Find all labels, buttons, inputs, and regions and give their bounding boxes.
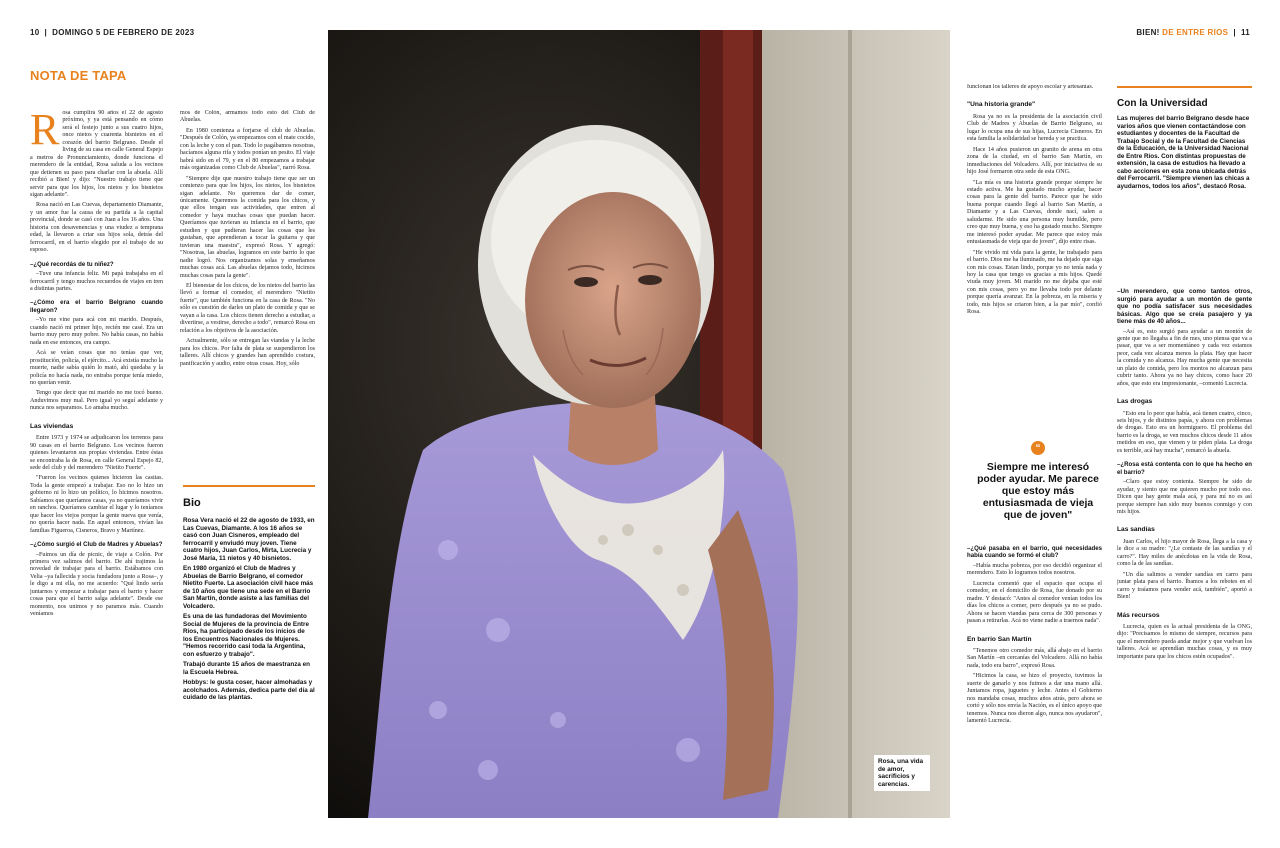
paragraph: El bienestar de los chicos, de los nietos del barrio las llevó a formar el comedor, el merendero "Nietito fuerte", que también funciona en la casa de Rosa. "No sólo es cuestión de darles un plato de comida y que se vayan a la casa. Los chicos tienen derecho a estudiar, a divertirse, a vestirse, derecho a todo", remarcó Rosa en relación a los objetivos de la asociación. [180, 282, 315, 334]
paragraph: Rosa nació en Las Cuevas, departamento Diamante, y un amor fue la causa de su partida a la capital provincial, donde se casó con Juan a los 16 años. Una historia con desavenencias y una viudez a temprana edad, la llevaron a criar sus hijos sola, detrás del ferrocarril, en el barrio elegido por el trabajo de su esposo. [30, 202, 163, 254]
page-number-left: 10 [30, 28, 40, 37]
question: –¿Qué recordás de tu niñez? [30, 260, 114, 268]
paragraph: "Un día salimos a vender sandías en carro para juntar plata para el barrio. Íbamos a los rebotes en el carro y traíamos para vender acá, también", aportó a Bien! [1117, 571, 1252, 601]
article-column-3 [967, 84, 1102, 426]
paragraph: Acá se veían cosas que no tenías que ver, prostitución, policía, el ejército... Acá existía mucho la muerte, nadie sabía quién lo mató, ahí quedaba y la policía no hacía nada, no entraba porque tenía miedo, no querían venir. [30, 350, 163, 386]
bio-paragraph: Es una de las fundadoras del Movimiento Social de Mujeres de la provincia de Entre Ríos, ha participado desde los inicios de los Encuentros Nacionales de Mujeres. "Hemos recorrido casi toda la Argentina, con esfuerzo y trabajo". [183, 613, 309, 658]
paragraph: Entre 1973 y 1974 se adjudicaron los terrenos para 90 casas en el barrio Belgrano. Los vecinos fueron quienes levantaron sus propias viviendas. Entre éstas se encontraba la de Rosa, en calle General Espejo 82, sede del club y del merendero "Nietito Fuerte". [30, 435, 163, 472]
quote-icon: “ [1031, 441, 1045, 455]
left-folio: 10 | DOMINGO 5 DE FEBRERO DE 2023 [30, 28, 195, 37]
subheading: Las sandías [1117, 526, 1155, 534]
bio-paragraph: En 1980 organizó el Club de Madres y Abuelas de Barrio Belgrano, el comedor Nietito Fuerte. La asociación civil hace más de 10 años que tiene una sede en el Barrio San Martín, donde asiste a las familias del Volcadero. [183, 565, 314, 610]
page-number-right: 11 [1240, 28, 1250, 37]
question: –¿Rosa está contenta con lo que ha hecho en el barrio? [1117, 461, 1252, 476]
subheading: Las viviendas [30, 422, 74, 430]
paragraph: "Tenemos otro comedor más, allá abajo en el barrio San Martín –en cercanías del Volcadero. Allá no había nada, todo era barro", expresó Rosa. [967, 647, 1102, 669]
article-column-1 [30, 110, 163, 810]
sidebar-text: Las mujeres del barrio Belgrano desde hace varios años que vienen contactándose con estudiantes y docentes de la Facultad de Trabajo Social y de la Facultad de Ciencias de la Educación, de la Universidad Nacional de Entre Ríos. Con distintas propuestas de extensión, la casa de estudios ha llevado a cabo acciones en esta zona ubicada detrás del Ferrocarril. "Siempre vienen las chicas a ayudarnos, todos los años", destacó Rosa. [1117, 115, 1250, 190]
right-folio: BIEN! DE ENTRE RIOS | 11 [1136, 28, 1250, 37]
subheading: Más recursos [1117, 611, 1160, 619]
subheading: En barrio San Martín [967, 635, 1032, 643]
answer: –Había mucha pobreza, por eso decidió organizar el merendero. Esto lo logramos todos nosotros. [967, 562, 1102, 577]
sidebar-title: Con la Universidad [1117, 98, 1208, 109]
bio-paragraph: Trabajó durante 15 años de maestranza en la Escuela Hebrea. [183, 661, 311, 676]
question: –¿Qué pasaba en el barrio, qué necesidades había cuando se formó el club? [967, 545, 1102, 560]
paragraph: Juan Carlos, el hijo mayor de Rosa, llega a la casa y le dice a su madre: "¿Le contaste de las sandías y el carro?". Hay miles de anécdotas en la vida de Rosa, como la de las sandías. [1117, 538, 1252, 568]
hobby-label: Hobbys: [183, 679, 209, 686]
question: –¿Cómo surgió el Club de Madres y Abuelas? [30, 541, 163, 549]
portrait-photo [328, 30, 950, 818]
section-title: NOTA DE TAPA [30, 68, 127, 83]
article-column-3b [967, 545, 1102, 815]
subheading: "Una historia grande" [967, 101, 1036, 109]
answer: –Fuimos un día de picnic, de viaje a Colón. Por primera vez salimos del barrio. De ahí trajimos la novedad de trabajar para el barrio. Estábamos con Velia –ya fallecida y socia fundadora junto a Rosa–, y le digo a mi ella, no me acuerdo: "Qué lindo sería juntarnos y empezar a trabajar para el barrio y hacer cosas para que el barrio salga adelante". Desde ese momento, nos unimos y no paramos más. Cuando veníamos [30, 551, 163, 618]
paragraph: Hace 14 años pusieron un granito de arena en otra zona de la ciudad, en el barrio San Martín, en inmediaciones del Volcadero. Allí, por iniciativa de su hijo José formaron otra sede de esta ONG. [967, 146, 1102, 176]
answer: –Claro que estoy contenta. Siempre he sido de ayudar, y siento que me quieren mucho por todo eso. Dicen que hay gente mala acá, y para mí no es así porque siempre han sido muy buenos conmigo y con mis hijos. [1117, 479, 1252, 516]
issue-date: DOMINGO 5 DE FEBRERO DE 2023 [52, 28, 195, 37]
paragraph: "He vivido mi vida para la gente, he trabajado para el barrio. Dios me ha iluminado, me ha dejado que siga con mis cosas. Estan lindo, porque yo no tenía nada y hoy la casa que tengo es gracias a mis hijos. Quedé viuda muy joven. Mi marido no me dejaba que esté con mis cosas, pero yo me llevaba todo por delante porque quería avanzar. En la pobreza, en la miseria y todo, mis hijos se criaron bien, a la par mío", confió Rosa. [967, 249, 1102, 316]
paragraph: "Hicimos la casa, se hizo el proyecto, tuvimos la suerte de ganarlo y nos fuimos a dar una mano allá. Juntamos ropa, juguetes y leche. Antes el Gobierno nos mandaba cosas, muchos años atrás, pero ahora se cortó y sólo nos envía la Nación, es el único apoyo que tenemos. Nunca nos dieron algo, nunca nos ayudaron", lamentó Lucrecia. [967, 673, 1102, 725]
paragraph: "Esto era lo peor que había, acá tienen cuatro, cinco, seis hijos, y de distintos papás, y ahora con problemas de drogas. Esto era un hormiguero. El problema del barrio es la droga, se ven muchos chicos desde 11 años metidos en eso, que vienen y te piden plata. La droga es terrible, acá hay mucha", remarcó la abuela. [1117, 410, 1252, 454]
paragraph: Actualmente, sólo se entregan las viandas y la leche para los chicos. Por falta de plata se suspendieron los talleres. Allí chicos y grandes han aprendido costura, panificación y audio, entre otras cosas. Hoy, sólo [180, 338, 315, 367]
paragraph: Rosa ya no es la presidenta de la asociación civil Club de Madres y Abuelas de Barrio Belgrano, su lugar lo ocupa una de sus hijas, Lucrecia Cisneros. En esta familia la solidaridad se hereda y se practica. [967, 113, 1102, 143]
lead-question: –Un merendero, que como tantos otros, surgió para ayudar a un montón de gente que no podía satisfacer sus necesidades básicas. Algo que se creía pasajero y ya tiene más de 40 años... [1117, 288, 1252, 325]
photo-caption: Rosa, una vida de amor, sacrificios y carencias. [874, 755, 930, 791]
university-sidebar [1117, 86, 1252, 264]
paragraph: osa cumplirá 90 años el 22 de agosto próximo, y ya está pensando en cómo será el festejo junto a sus cuatro hijos, once nietos y cuarenta bisnietos en el corazón del barrio Belgrano. Desde el living de su casa en calle General Espejo a metros de Pronunciamiento, donde funciona el merendero de la entidad, Rosa saluda a los vecinos que detienen su paso para charlar con la abuela. Allí recibió a Bien! y dijo: "Nuestro trabajo tiene que servir para que los hijos, los nietos y los bisnietos sigan adelante". [30, 110, 163, 198]
drop-cap: R [30, 110, 60, 154]
pull-quote-text: Siempre me interesó poder ayudar. Me parece que estoy más entusiasmada de vieja que de joven" [977, 462, 1099, 521]
bio-paragraph: Rosa Vera nació el 22 de agosto de 1933, en Las Cuevas, Diamante. A los 16 años se casó con Juan Cisneros, empleado del ferrocarril y enviudó muy joven. Tiene cuatro hijos, Juan Carlos, Mirta, Lucrecia y José María, 11 nietos y 40 bisnietos. [183, 517, 315, 562]
paragraph: –Así es, esto surgió para ayudar a un montón de gente que no llegaba a fin de mes, uno piensa que va a pasar, que va a ser momentáneo y cada vez estamos peor, cada vez alcanza menos la plata. Hay que hacer la comida y no alcanza. Hay mucha gente que necesita un plato de comida, pero los montos no alcanzan para cubrir tanto. Ahora ya no hay chicos, como hace 20 años, que esto era impresionante, –comentó Lucrecia. [1117, 328, 1252, 387]
bio-title: Bio [183, 497, 201, 509]
bio-paragraph [183, 679, 315, 702]
paragraph: funcionan los talleres de apoyo escolar y artesanías. [967, 84, 1094, 90]
portrait-illustration [328, 30, 950, 818]
article-column-2 [180, 110, 315, 474]
paragraph: En 1980 comienza a forjarse el club de Abuelas. "Después de Colón, ya empezamos con el mate cocido, con la leche y con el pan. Todo lo pagábamos nosotras, hacíamos alguna rifa y todos ponían un pesito. El viaje habrá sido en el 79, y en el 80 empezamos a trabajar más organizadas como Club de Abuelas", narró Rosa. [180, 127, 315, 172]
hobby-text: le gusta coser, hacer almohadas y acolchados. Además, dedica parte del día al cuidado de las plantas. [183, 679, 315, 701]
paragraph: mos de Colón, armamos todo esto del Club de Abuelas. [180, 110, 315, 124]
question: –¿Cómo era el barrio Belgrano cuando llegaron? [30, 299, 163, 314]
paragraph: "Fueron los vecinos quienes hicieron las casitas. Toda la gente empezó a trabajar. Eso no lo hizo un gobierno ni lo hizo un político, lo hicimos nosotros. Sabíamos que queríamos casas, ya no queríamos vivir en ranchos. Queríamos cambiar el lugar y lo teníamos que hacer los viejos porque la gente nueva que venía, no quería hacer nada. En aquel entonces, vivían las familias Figueroa, Cisneros, Bravo y Martínez. [30, 475, 163, 534]
paragraph: Lucrecia, quien es la actual presidenta de la ONG, dijo: "Precisamos lo mismo de siempre, recursos para que el merendero pueda andar mejor y que vuelvan los talleres. Acá se aprendían muchas cosas, y es muy importante para que los chicos estén ocupados". [1117, 624, 1252, 660]
brand-section: DE ENTRE RIOS [1162, 28, 1229, 37]
paragraph: Tengo que decir que mi marido no me tocó bueno. Anduvimos muy mal. Pero igual yo seguí adelante y nunca nos separamos. Lo amaba mucho. [30, 390, 163, 412]
paragraph: "La mía es una historia grande porque siempre he estado activa. Me ha gustado mucho ayudar, hacer cosas para la gente del barrio. Parece que he sido buena porque cuando llegó al barrio San Martín, a Diamante y a Las Cuevas, donde nací, salen a saludarme. He sido una persona muy humilde, pero creo que muy buena, y eso ha gustado mucho. Siempre me interesó poder ayudar. Me parece que estoy más entusiasmada de vieja que de joven", dijo entre risas. [967, 179, 1102, 246]
bio-box [183, 485, 315, 805]
article-column-4 [1117, 288, 1252, 813]
subheading: Las drogas [1117, 398, 1153, 406]
paragraph: Lucrecia comentó que el espacio que ocupa el comedor, en el domicilio de Rosa, fue donado por su madre. Y destacó: "Antes al comedor venían todos los días los chicos a comer, pero después ya no se pudo. Ahora se hacen viandas para cerca de 300 personas y pasan a retirarlas. Acá no viene nadie a traernos nada". [967, 580, 1102, 625]
answer: –Yo me vine para acá con mi marido. Después, cuando nació mi primer hijo, recién me casé. Era un barrio muy pero muy pobre. No había casas, no había nada en ese entonces, era campo. [30, 317, 163, 346]
answer: –Tuve una infancia feliz. Mi papá trabajaba en el ferrocarril y tengo muchos recuerdos de viajes en tren a distintas partes. [30, 271, 163, 292]
pull-quote [973, 438, 1103, 522]
paragraph: "Siempre dije que nuestro trabajo tiene que ser un comienzo para que los hijos, los nietos, los bisnietos sigan adelante. No queremos dar de comer, únicamente. Queremos la comida para los chicos, y que ellos tengan sus actividades, que entren al comedor y haya muchas cosas que puedan hacer. Queríamos que tuvieran su infancia en el barrio, que estudien y que pudieran hacer las cosas que les gustaban, que aprendieran a tocar la guitarra y que tuvieran una maestra", expresó Rosa. Y agregó: "Nosotras, las abuelas, logramos en este barrio lo que nadie logró. Nos organizamos solas y enseñamos muchas cosas acá. Las abuelas dejamos todo, hicimos muchas cosas para la gente". [180, 175, 315, 279]
brand-name: BIEN! [1136, 28, 1160, 37]
